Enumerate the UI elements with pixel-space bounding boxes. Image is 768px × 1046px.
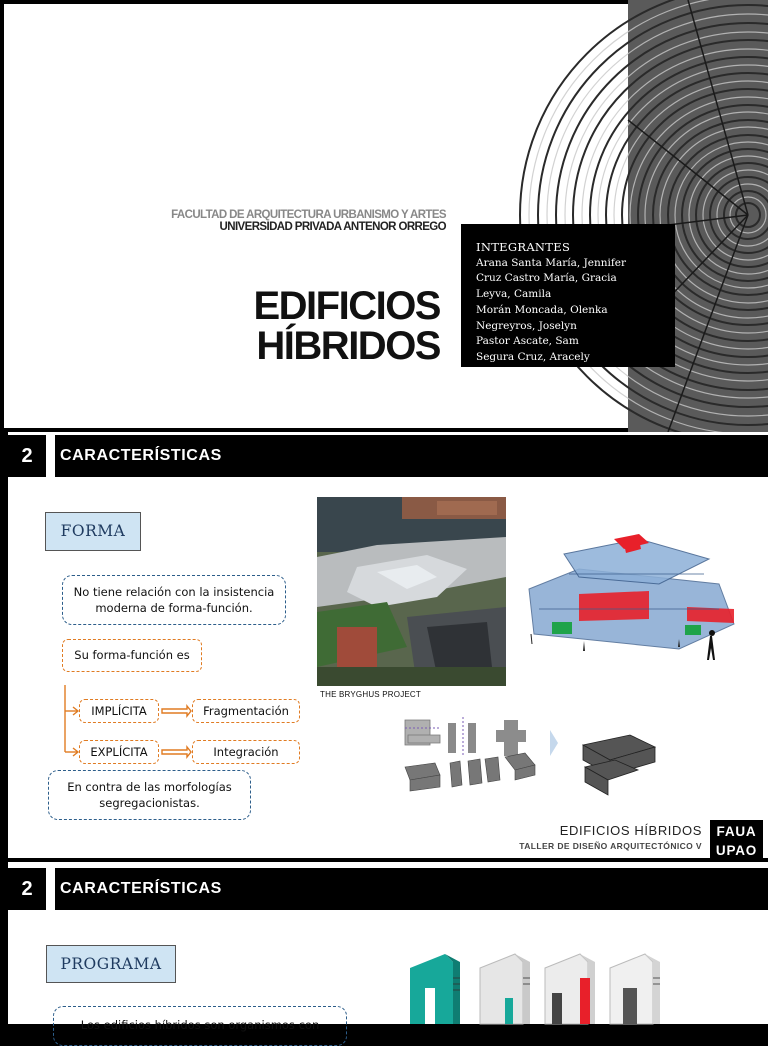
programa-tag: PROGRAMA xyxy=(46,945,176,983)
section-heading: CARACTERÍSTICAS xyxy=(55,435,768,477)
member-name: Negreyros, Joselyn xyxy=(476,319,577,332)
university-name: UNIVERSIDAD PRIVADA ANTENOR ORREGO xyxy=(219,221,446,233)
integration-box: Integración xyxy=(192,740,300,764)
members-box xyxy=(461,224,675,367)
hybrid-volume-diagram xyxy=(519,529,741,674)
section-number: 2 xyxy=(8,868,46,910)
photo-caption: THE BRYGHUS PROJECT xyxy=(320,690,421,699)
against-segregation-bubble xyxy=(48,770,251,820)
title-line-2: HÍBRIDOS xyxy=(256,324,440,368)
no-relation-text: No tiene relación con la insistencia moderna de forma-función. xyxy=(73,585,275,615)
member-name: Cruz Castro María, Gracia xyxy=(476,272,617,285)
faculty-block xyxy=(171,209,446,233)
faua-upao-logo xyxy=(710,820,763,862)
features-slide-program xyxy=(0,862,768,1032)
member-name: Morán Moncada, Olenka xyxy=(476,303,608,316)
against-segregation-text: En contra de las morfologías segregacionistas. xyxy=(67,780,232,810)
member-name: Arana Santa María, Jennifer xyxy=(476,256,627,269)
member-name: Pastor Ascate, Sam xyxy=(476,335,579,348)
fragmentation-box: Fragmentación xyxy=(192,699,300,723)
logo-line-1: FAUA xyxy=(716,824,757,839)
program-text: Los edificios híbridos son organismos con xyxy=(80,1018,320,1032)
wood-rings-image xyxy=(628,0,768,432)
footer-title: EDIFICIOS HÍBRIDOS xyxy=(559,823,702,838)
forma-funcion-box: Su forma-función es xyxy=(62,639,202,672)
cover-title xyxy=(253,286,440,366)
no-relation-bubble xyxy=(62,575,286,625)
section-heading: CARACTERÍSTICAS xyxy=(55,868,768,910)
section-number: 2 xyxy=(8,435,46,477)
faculty-name: FACULTAD DE ARQUITECTURA URBANISMO Y ARTES xyxy=(171,209,446,221)
cover-slide xyxy=(0,0,768,432)
program-bubble xyxy=(53,1006,347,1046)
bryghus-aerial-photo xyxy=(317,497,506,686)
features-slide-form xyxy=(0,432,768,860)
explicit-box: EXPLÍCITA xyxy=(79,740,159,764)
program-volume-diagrams xyxy=(405,948,675,1024)
implicit-box: IMPLÍCITA xyxy=(79,699,159,723)
member-name: Leyva, Camila xyxy=(476,288,552,301)
title-line-1: EDIFICIOS xyxy=(253,284,440,328)
forma-tag: FORMA xyxy=(45,512,141,551)
mass-transformation-diagram xyxy=(400,715,665,805)
members-label: INTEGRANTES xyxy=(476,240,571,254)
member-name: Segura Cruz, Aracely xyxy=(476,350,590,363)
footer-subtitle: TALLER DE DISEÑO ARQUITECTÓNICO V xyxy=(519,841,702,851)
logo-line-2: UPAO xyxy=(715,843,758,858)
